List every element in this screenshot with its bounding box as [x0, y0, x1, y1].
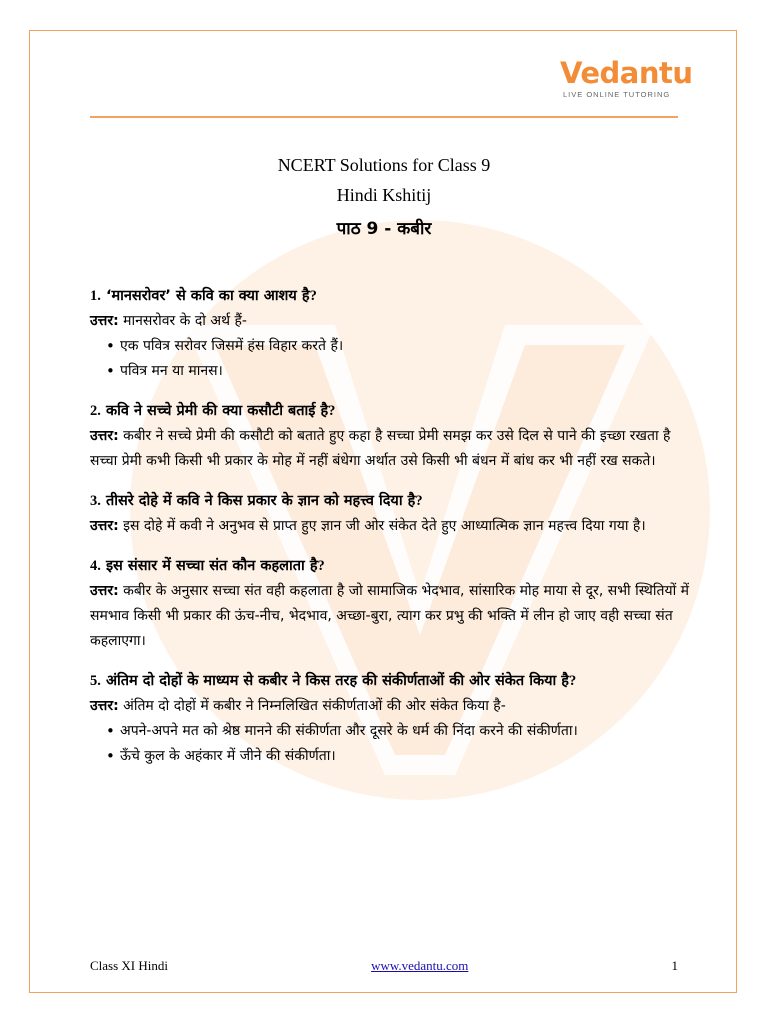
- footer-website-link[interactable]: www.vedantu.com: [371, 958, 469, 973]
- question-mark: ?: [415, 493, 423, 509]
- answer-label: उत्तर:: [90, 428, 119, 444]
- question-3: [90, 489, 690, 514]
- logo-tagline: LIVE ONLINE TUTORING: [563, 90, 671, 99]
- question-number: 5.: [90, 673, 101, 689]
- qa-list: [90, 284, 690, 784]
- answer-points: [90, 334, 690, 384]
- header-rule: [90, 116, 678, 118]
- question-5: [90, 669, 690, 694]
- question-number: 4.: [90, 558, 101, 574]
- question-mark: ?: [309, 288, 317, 304]
- qa-item-4: [90, 554, 690, 654]
- page-number: 1: [671, 958, 678, 973]
- list-item: • पवित्र मन या मानस।: [120, 359, 690, 384]
- title-line-1: NCERT Solutions for Class 9: [277, 155, 491, 175]
- answer-label: उत्तर:: [90, 698, 119, 714]
- vedantu-logo: [560, 56, 693, 99]
- answer-4: [90, 579, 690, 654]
- lesson-title: पाठ 9 - कबीर: [336, 219, 432, 239]
- question-number: 1.: [90, 288, 101, 304]
- question-number: 2.: [90, 403, 101, 419]
- question-mark: ?: [569, 673, 577, 689]
- list-item: • ऊँचे कुल के अहंकार में जीने की संकीर्णता।: [120, 744, 690, 769]
- question-1: [90, 284, 690, 309]
- question-text: तीसरे दोहे में कवि ने किस प्रकार के ज्ञान को महत्त्व दिया है: [105, 493, 416, 509]
- question-text: इस संसार में सच्चा संत कौन कहलाता है: [105, 558, 318, 574]
- answer-text: मानसरोवर के दो अर्थ हैं-: [123, 313, 247, 329]
- answer-label: उत्तर:: [90, 313, 119, 329]
- page-footer: [90, 958, 678, 974]
- qa-item-3: [90, 489, 690, 539]
- question-number: 3.: [90, 493, 101, 509]
- question-text: कवि ने सच्चे प्रेमी की क्या कसौटी बताई है: [105, 403, 329, 419]
- question-4: [90, 554, 690, 579]
- question-text: अंतिम दो दोहों के माध्यम से कबीर ने किस तरह की संकीर्णताओं की ओर संकेत किया है: [105, 673, 569, 689]
- answer-text: कबीर ने सच्चे प्रेमी की कसौटी को बताते हुए कहा है सच्चा प्रेमी समझ कर उसे दिल से पाने की इच्छा रखता है सच्चा प्रेमी कभी किसी भी प्रकार के मोह में नहीं बंधेगा अर्थात उसे किसी भी बंधन में बांध कर भी नहीं रख सकते।: [90, 428, 671, 469]
- answer-label: उत्तर:: [90, 583, 119, 599]
- question-mark: ?: [317, 558, 325, 574]
- answer-points: [90, 719, 690, 769]
- answer-label: उत्तर:: [90, 518, 119, 534]
- list-item: • अपने-अपने मत को श्रेष्ठ मानने की संकीर्णता और दूसरे के धर्म की निंदा करने की संकीर्णता।: [120, 719, 690, 744]
- question-text: ‘मानसरोवर’ से कवि का क्या आशय है: [105, 288, 310, 304]
- document-title: [0, 150, 768, 246]
- qa-item-1: [90, 284, 690, 384]
- answer-1: [90, 309, 690, 334]
- qa-item-2: [90, 399, 690, 474]
- qa-item-5: [90, 669, 690, 769]
- list-item: • एक पवित्र सरोवर जिसमें हंस विहार करते हैं।: [120, 334, 690, 359]
- answer-5: [90, 694, 690, 719]
- answer-text: अंतिम दो दोहों में कबीर ने निम्नलिखित संकीर्णताओं की ओर संकेत किया है-: [123, 698, 506, 714]
- answer-3: [90, 514, 690, 539]
- answer-text: कबीर के अनुसार सच्चा संत वही कहलाता है जो सामाजिक भेदभाव, सांसारिक मोह माया से दूर, सभी स्थितियों में समभाव किसी भी प्रकार की ऊंच-नीच, भेदभाव, अच्छा-बुरा, त्याग कर प्रभु की भक्ति में लीन हो जाए वही सच्चा संत कहलाएगा।: [90, 583, 690, 649]
- answer-text: इस दोहे में कवी ने अनुभव से प्राप्त हुए ज्ञान जी ओर संकेत देते हुए आध्यात्मिक ज्ञान महत्त्व दिया गया है।: [123, 518, 646, 534]
- title-line-2: Hindi Kshitij: [336, 185, 432, 205]
- answer-2: [90, 424, 690, 474]
- logo-text: Vedantu: [560, 56, 693, 90]
- question-2: [90, 399, 690, 424]
- footer-class-label: Class XI Hindi: [90, 958, 168, 973]
- question-mark: ?: [328, 403, 336, 419]
